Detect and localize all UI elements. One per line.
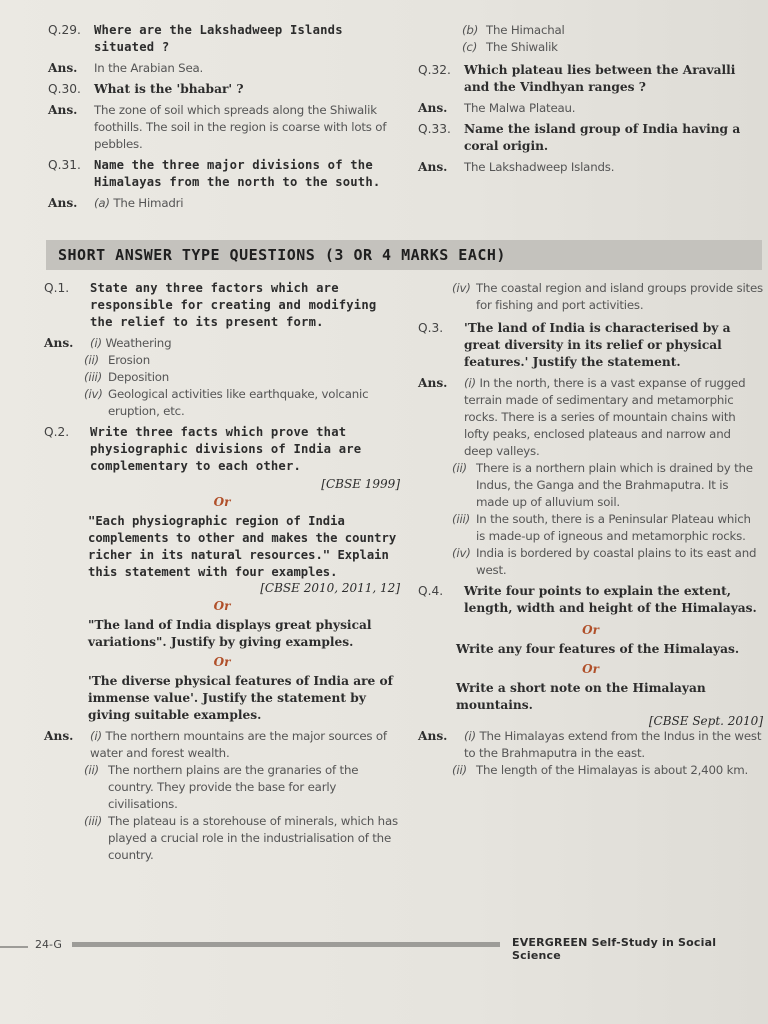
question-number: Q.29.	[48, 23, 81, 37]
answer-32	[418, 100, 763, 117]
alternate-question: Write a short note on the Himalayan mountains.	[456, 681, 706, 712]
answer-item-text: The coastal region and island groups provide sites for fishing and port activities.	[476, 281, 763, 312]
answer-label: Ans.	[418, 101, 448, 115]
answer-item-text: In the south, there is a Peninsular Plateau which is made-up of igneous and metamorphic rocks.	[476, 512, 751, 543]
answer-item	[84, 369, 400, 386]
alternate-question: Write any four features of the Himalayas.	[456, 642, 740, 656]
question-4	[418, 583, 763, 617]
answer-item-text: The Shiwalik	[486, 40, 558, 54]
answer-item-b	[462, 22, 763, 39]
footer-rule	[72, 942, 500, 947]
or-separator: Or	[213, 495, 231, 509]
question-text: 'The land of India is characterised by a great diversity in its relief or physical features.' Justify the statement.	[464, 321, 731, 369]
roman-numeral: (b)	[462, 23, 479, 37]
question-text: What is the 'bhabar' ?	[94, 82, 244, 96]
answer-text: The Lakshadweep Islands.	[464, 160, 615, 174]
answer-label: Ans.	[48, 196, 78, 210]
answer-label: Ans.	[44, 729, 74, 743]
question-text: Where are the Lakshadweep Islands situated ?	[94, 23, 343, 54]
roman-numeral: (ii)	[452, 763, 467, 777]
answer-4	[418, 728, 763, 762]
answer-1	[44, 335, 400, 352]
answer-item	[452, 762, 763, 779]
question-33	[418, 121, 763, 155]
question-number: Q.31.	[48, 158, 81, 172]
answer-2	[44, 728, 400, 762]
roman-numeral: (iv)	[452, 281, 471, 295]
question-2	[44, 424, 400, 475]
answer-label: Ans.	[418, 376, 448, 390]
roman-numeral: (ii)	[84, 763, 99, 777]
answer-label: Ans.	[48, 103, 78, 117]
roman-numeral: (iii)	[452, 512, 471, 526]
question-text: Name the island group of India having a coral origin.	[464, 122, 741, 153]
answer-item-text: Geological activities like earthquake, volcanic eruption, etc.	[108, 387, 369, 418]
question-text: Write three facts which prove that physiographic divisions of India are complementary to each other.	[90, 425, 362, 473]
roman-numeral: (a)	[94, 196, 110, 210]
section-heading: SHORT ANSWER TYPE QUESTIONS (3 OR 4 MARKS EACH)	[58, 246, 506, 264]
answer-item-c	[462, 39, 763, 56]
answer-item-text	[90, 335, 171, 352]
question-31	[48, 157, 400, 191]
answer-label: Ans.	[418, 160, 448, 174]
question-number: Q.2.	[44, 425, 70, 439]
roman-numeral: (iii)	[84, 814, 103, 828]
answer-item-text: The Himachal	[486, 23, 565, 37]
question-text: State any three factors which are responsible for creating and modifying the relief to its present form.	[90, 281, 377, 329]
question-text: Which plateau lies between the Aravalli and the Vindhyan ranges ?	[464, 63, 736, 94]
or-separator: Or	[582, 662, 599, 676]
roman-numeral: (i)	[464, 729, 476, 743]
answer-item-text	[464, 375, 763, 460]
roman-numeral: (i)	[90, 336, 102, 350]
alternate-question: "Each physiographic region of India complements to other and makes the country richer in its natural resources." Explain this statement with four examples.	[88, 514, 397, 579]
question-number: Q.3.	[418, 321, 444, 335]
lower-left-column	[44, 280, 400, 864]
question-29	[48, 22, 400, 56]
answer-31	[48, 195, 400, 212]
footer-rule-left	[0, 946, 28, 948]
answer-text	[94, 195, 183, 212]
answer-item-text: Weathering	[105, 336, 172, 350]
answer-item-text: The Himadri	[113, 196, 184, 210]
answer-item-text: The northern mountains are the major sources of water and forest wealth.	[90, 729, 387, 760]
alternate-question: 'The diverse physical features of India are of immense value'. Justify the statement by giving suitable examples.	[88, 674, 393, 722]
answer-text: In the Arabian Sea.	[94, 61, 204, 75]
answer-label: Ans.	[418, 729, 448, 743]
answer-item-text: India is bordered by coastal plains to its east and west.	[476, 546, 757, 577]
answer-item	[452, 511, 763, 545]
answer-item-text: Deposition	[108, 370, 170, 384]
roman-numeral: (c)	[462, 40, 478, 54]
question-1	[44, 280, 400, 331]
answer-item-text: The plateau is a storehouse of minerals, which has played a crucial role in the industrialisation of the country.	[108, 814, 398, 862]
citation: [CBSE 1999]	[321, 477, 400, 491]
answer-item-text: The Himalayas extend from the Indus in the west to the Brahmaputra in the east.	[464, 729, 762, 760]
answer-item-text	[464, 728, 763, 762]
answer-item	[452, 280, 763, 314]
roman-numeral: (i)	[464, 376, 476, 390]
roman-numeral: (ii)	[84, 353, 99, 367]
question-text: Name the three major divisions of the Himalayas from the north to the south.	[94, 158, 381, 189]
answer-item	[452, 460, 763, 511]
top-left-column	[48, 22, 400, 216]
lower-right-column	[418, 280, 763, 779]
question-text: Write four points to explain the extent, length, width and height of the Himalayas.	[464, 584, 757, 615]
answer-item	[84, 762, 400, 813]
question-32	[418, 62, 763, 96]
alternate-question: "The land of India displays great physical variations". Justify by giving examples.	[88, 618, 372, 649]
answer-3	[418, 375, 763, 460]
page-number: 24-G	[35, 938, 62, 951]
answer-item	[84, 813, 400, 864]
answer-label: Ans.	[44, 336, 74, 350]
answer-item-text: The length of the Himalayas is about 2,400 km.	[476, 763, 749, 777]
roman-numeral: (ii)	[452, 461, 467, 475]
question-number: Q.1.	[44, 281, 70, 295]
citation: [CBSE 2010, 2011, 12]	[260, 581, 400, 595]
answer-item	[84, 386, 400, 420]
or-separator: Or	[213, 655, 231, 669]
answer-item-text: The northern plains are the granaries of the country. They provide the base for early civilisations.	[108, 763, 359, 811]
roman-numeral: (iii)	[84, 370, 103, 384]
answer-item-text: Erosion	[108, 353, 150, 367]
answer-item-text: There is a northern plain which is drained by the Indus, the Ganga and the Brahmaputra. It is made up of alluvium soil.	[476, 461, 753, 509]
answer-item	[452, 545, 763, 579]
question-number: Q.30.	[48, 82, 81, 96]
roman-numeral: (iv)	[452, 546, 471, 560]
answer-33	[418, 159, 763, 176]
roman-numeral: (iv)	[84, 387, 103, 401]
question-number: Q.4.	[418, 584, 444, 598]
section-heading-banner	[46, 240, 762, 270]
answer-label: Ans.	[48, 61, 78, 75]
publisher-brand: EVERGREEN Self-Study in Social Science	[512, 936, 717, 962]
answer-text: The Malwa Plateau.	[464, 101, 576, 115]
or-separator: Or	[213, 599, 231, 613]
answer-item-text	[90, 728, 400, 762]
question-3	[418, 320, 763, 371]
or-separator: Or	[582, 623, 599, 637]
answer-30	[48, 102, 400, 153]
citation: [CBSE Sept. 2010]	[648, 714, 763, 728]
answer-item-text: In the north, there is a vast expanse of rugged terrain made of sedimentary and metamorphic rocks. There is a series of mountain chains with lofty peaks, enclosed plateaus and narrow and deep valleys.	[464, 376, 746, 458]
answer-text: The zone of soil which spreads along the Shiwalik foothills. The soil in the region is coarse with lots of pebbles.	[94, 103, 387, 151]
answer-29	[48, 60, 400, 77]
top-right-column	[418, 22, 763, 180]
question-number: Q.32.	[418, 63, 451, 77]
question-30	[48, 81, 400, 98]
roman-numeral: (i)	[90, 729, 102, 743]
answer-item	[84, 352, 400, 369]
question-number: Q.33.	[418, 122, 451, 136]
